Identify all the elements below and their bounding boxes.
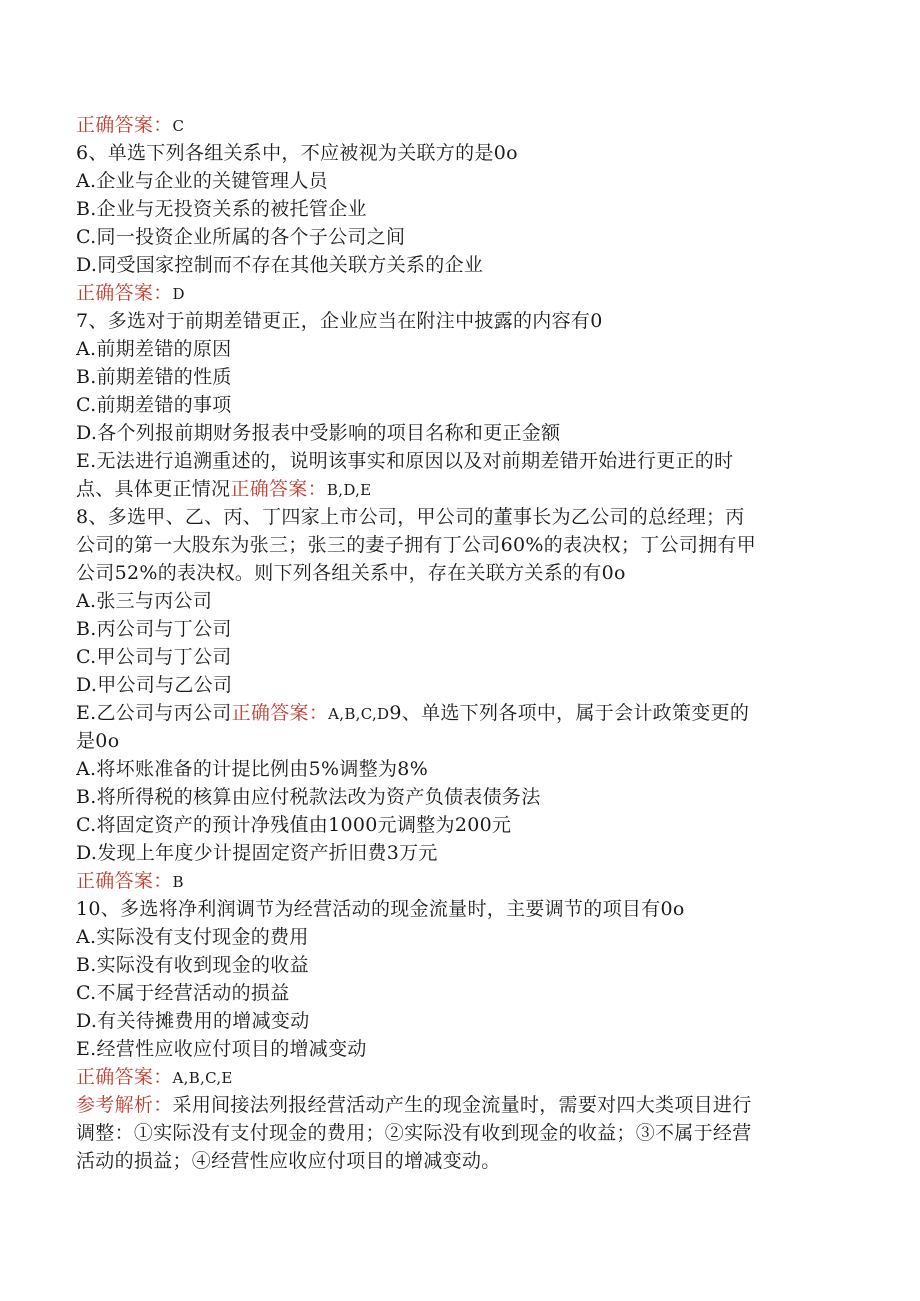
text-segment: D.发现上年度少计提固定资产折旧费3万元 (76, 842, 438, 864)
text-line (76, 979, 846, 1007)
text-segment: C.将固定资产的预计净残值由1000元调整为200元 (76, 814, 512, 836)
text-line (76, 307, 846, 335)
text-segment: B.实际没有收到现金的收益 (76, 954, 309, 976)
answer-value: A,B,C,D (328, 705, 390, 723)
text-line (76, 867, 846, 895)
text-line (76, 587, 846, 615)
text-line (76, 643, 846, 671)
text-line (76, 895, 846, 923)
answer-value: C (172, 117, 185, 135)
text-segment: C.同一投资企业所属的各个子公司之间 (76, 226, 406, 248)
text-line (76, 951, 846, 979)
text-line (76, 811, 846, 839)
text-segment: C.甲公司与丁公司 (76, 646, 232, 668)
question-text-body (76, 111, 846, 1175)
text-line (76, 167, 846, 195)
text-line (76, 475, 846, 503)
answer-label: 正确答案： (231, 702, 329, 724)
text-segment: 7、多选对于前期差错更正，企业应当在附注中披露的内容有0 (76, 310, 603, 332)
text-line (76, 615, 846, 643)
text-line (76, 755, 846, 783)
text-line (76, 279, 846, 307)
text-segment: D.甲公司与乙公司 (76, 674, 233, 696)
text-line (76, 447, 846, 475)
text-segment: 9、单选下列各项中，属于会计政策变更的 (389, 702, 750, 724)
text-segment: D.各个列报前期财务报表中受影响的项目名称和更正金额 (76, 422, 561, 444)
answer-label: 正确答案： (76, 282, 173, 304)
text-segment: C.不属于经营活动的损益 (76, 982, 290, 1004)
answer-value: B (172, 873, 184, 891)
text-line (76, 1119, 846, 1147)
text-line (76, 1091, 846, 1119)
answer-label: 正确答案： (76, 870, 173, 892)
text-segment: 8、多选甲、乙、丙、丁四家上市公司，甲公司的董事长为乙公司的总经理；丙 (76, 506, 745, 528)
text-segment: 公司52%的表决权。则下列各组关系中，存在关联方关系的有0o (76, 562, 626, 584)
text-line (76, 699, 846, 727)
answer-value: D (172, 285, 185, 303)
text-line (76, 335, 846, 363)
text-line (76, 783, 846, 811)
text-line (76, 111, 846, 139)
answer-label: 正确答案： (76, 114, 173, 136)
text-line (76, 671, 846, 699)
text-segment: A.张三与丙公司 (76, 590, 213, 612)
text-line (76, 1007, 846, 1035)
text-line (76, 419, 846, 447)
text-segment: D.有关待摊费用的增减变动 (76, 1010, 310, 1032)
answer-label: 正确答案： (230, 478, 327, 500)
text-line (76, 923, 846, 951)
text-segment: 点、具体更正情况 (76, 478, 231, 500)
text-segment: A.企业与企业的关键管理人员 (76, 170, 328, 192)
text-segment: 调整：①实际没有支付现金的费用；②实际没有收到现金的收益；③不属于经营 (76, 1122, 752, 1144)
text-segment: E.乙公司与丙公司 (76, 702, 232, 724)
answer-label: 正确答案： (76, 1066, 173, 1088)
text-line (76, 223, 846, 251)
text-segment: A.将坏账准备的计提比例由5%调整为8% (76, 758, 429, 780)
text-segment: 活动的损益；④经营性应收应付项目的增减变动。 (76, 1150, 501, 1172)
text-segment: 公司的第一大股东为张三；张三的妻子拥有丁公司60%的表决权；丁公司拥有甲 (76, 534, 757, 556)
text-segment: 是0o (76, 730, 120, 752)
text-line (76, 195, 846, 223)
text-segment: 6、单选下列各组关系中，不应被视为关联方的是0o (76, 142, 518, 164)
text-segment: D.同受国家控制而不存在其他关联方关系的企业 (76, 254, 484, 276)
text-line (76, 1147, 846, 1175)
text-segment: C.前期差错的事项 (76, 394, 232, 416)
answer-label: 参考解析： (76, 1094, 173, 1116)
text-segment: 采用间接法列报经营活动产生的现金流量时，需要对四大类项目进行 (172, 1094, 752, 1116)
text-line (76, 251, 846, 279)
text-line (76, 363, 846, 391)
text-line (76, 391, 846, 419)
text-line (76, 1063, 846, 1091)
text-line (76, 559, 846, 587)
text-line (76, 139, 846, 167)
text-line (76, 839, 846, 867)
answer-value: B,D,E (326, 481, 372, 499)
text-line (76, 531, 846, 559)
text-line (76, 1035, 846, 1063)
text-segment: B.企业与无投资关系的被托管企业 (76, 198, 367, 220)
text-segment: 10、多选将净利润调节为经营活动的现金流量时，主要调节的项目有0o (76, 898, 685, 920)
text-line (76, 727, 846, 755)
text-segment: B.将所得税的核算由应付税款法改为资产负债表债务法 (76, 786, 541, 808)
text-segment: A.前期差错的原因 (76, 338, 232, 360)
answer-value: A,B,C,E (172, 1069, 233, 1087)
text-line (76, 503, 846, 531)
text-segment: E.经营性应收应付项目的增减变动 (76, 1038, 367, 1060)
text-segment: E.无法进行追溯重述的，说明该事实和原因以及对前期差错开始进行更正的时 (76, 450, 734, 472)
text-segment: B.前期差错的性质 (76, 366, 232, 388)
text-segment: A.实际没有支付现金的费用 (76, 926, 309, 948)
text-segment: B.丙公司与丁公司 (76, 618, 232, 640)
